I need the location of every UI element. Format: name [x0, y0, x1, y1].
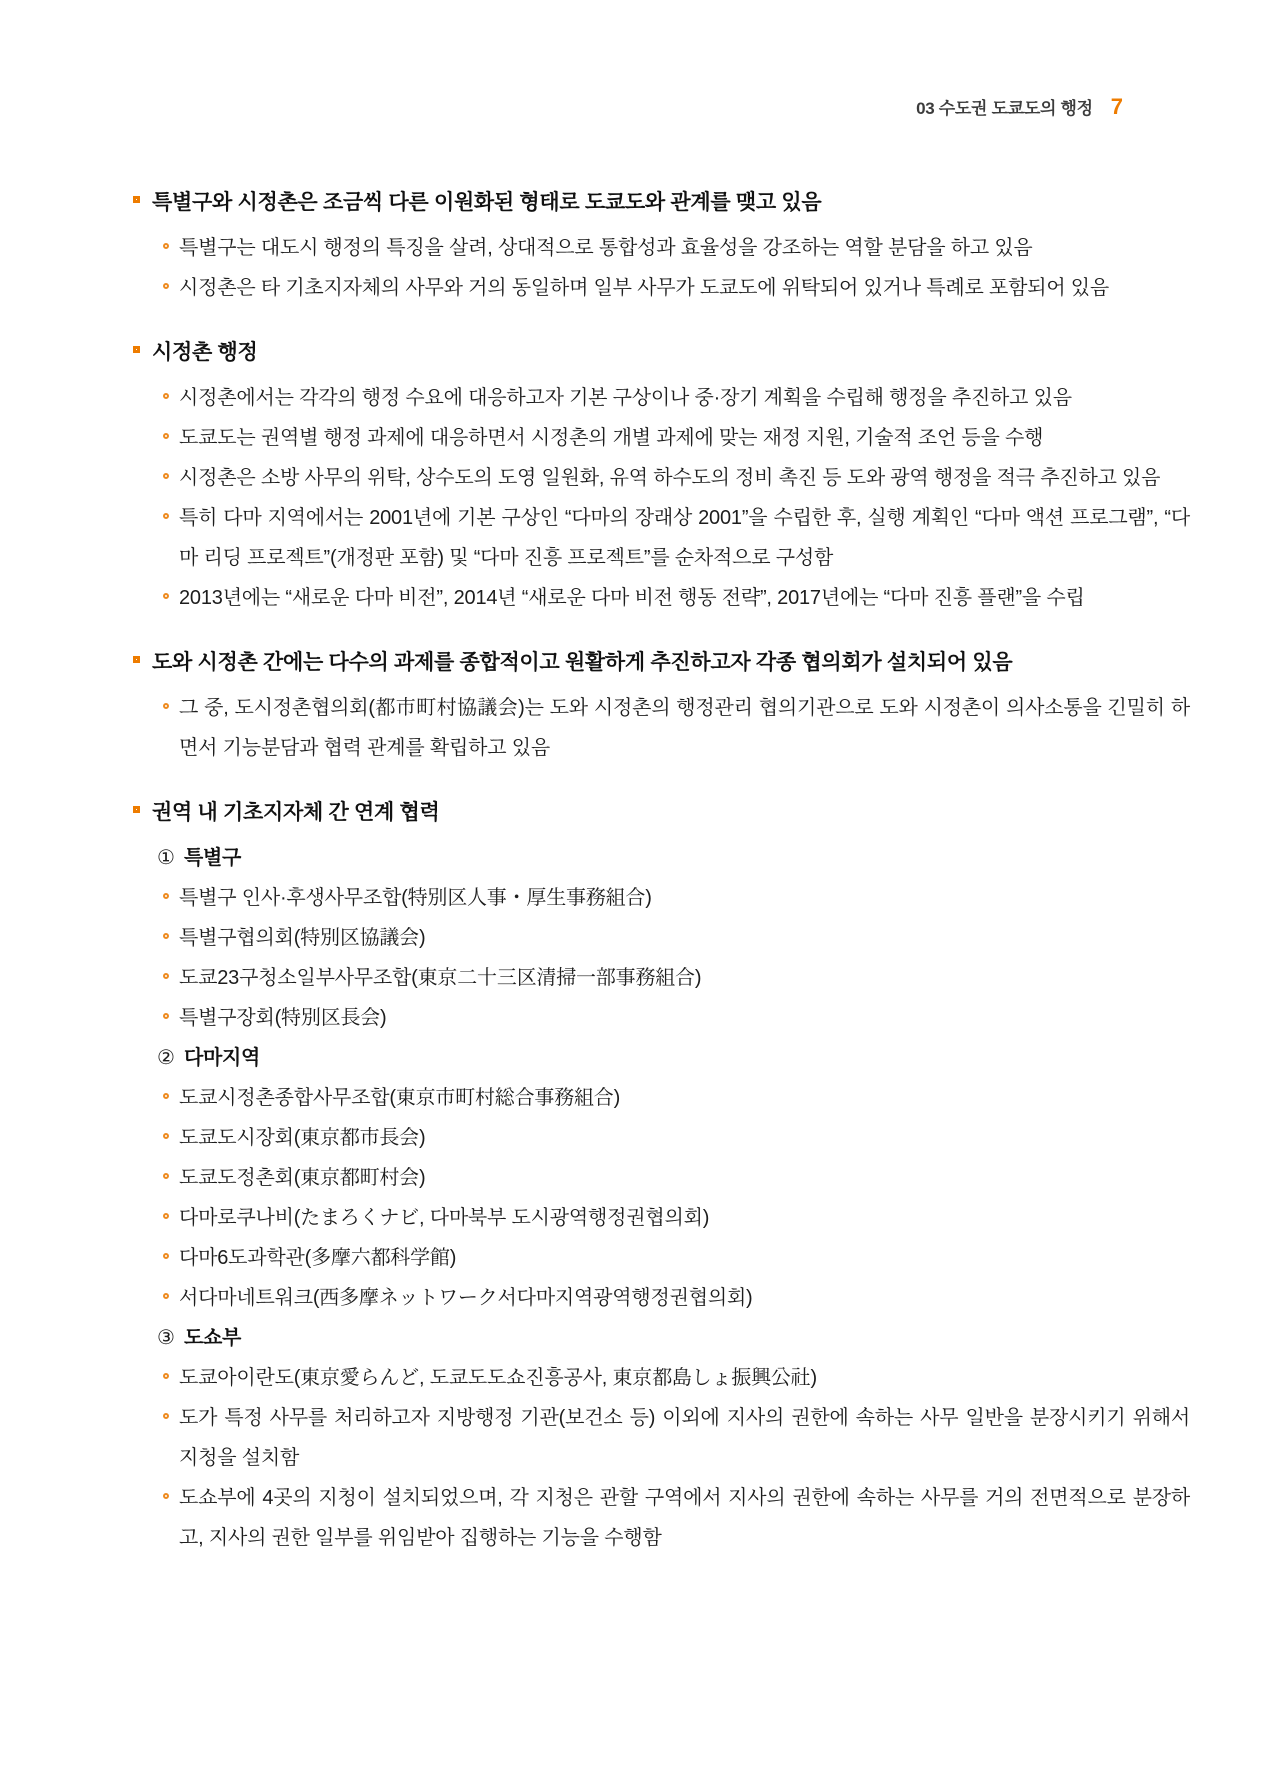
section-heading — [133, 188, 1190, 218]
list-item — [133, 1358, 1190, 1398]
circle-bullet-icon — [163, 1173, 169, 1179]
page-number: 7 — [1110, 94, 1123, 119]
circle-bullet-icon — [163, 1253, 169, 1259]
circle-bullet-icon — [163, 1133, 169, 1139]
list-item — [133, 1198, 1190, 1238]
section-heading-text: 권역 내 기초지자체 간 연계 협력 — [152, 801, 440, 824]
list-item-text: 도쿄시정촌종합사무조합(東京市町村総合事務組合) — [179, 1087, 621, 1109]
list-item-text: 도쿄아이란도(東京愛らんど, 도쿄도도쇼진흥공사, 東京都島しょ振興公社) — [179, 1367, 817, 1389]
document-content — [133, 188, 1190, 1558]
section-heading-text: 특별구와 시정촌은 조금씩 다른 이원화된 형태로 도쿄도와 관계를 맺고 있음 — [152, 191, 822, 214]
list-item — [133, 1158, 1190, 1198]
list-item — [133, 958, 1190, 998]
list-item — [133, 578, 1190, 618]
list-item — [133, 1238, 1190, 1278]
list-item — [133, 268, 1190, 308]
circle-bullet-icon — [163, 513, 169, 519]
list-item-text: 다마로쿠나비(たまろくナビ, 다마북부 도시광역행정권협의회) — [179, 1207, 710, 1229]
list-item — [133, 458, 1190, 498]
list-item-text: 도가 특정 사무를 처리하고자 지방행정 기관(보건소 등) 이외에 지사의 권한에 속하는 사무 일반을 분장시키기 위해서 지청을 설치함 — [179, 1407, 1190, 1469]
list-item — [133, 418, 1190, 458]
section-heading — [133, 648, 1190, 678]
list-item-text: 특별구는 대도시 행정의 특징을 살려, 상대적으로 통합성과 효율성을 강조하는 역할 분담을 하고 있음 — [179, 237, 1033, 259]
circle-bullet-icon — [163, 243, 169, 249]
circle-bullet-icon — [163, 433, 169, 439]
list-item — [133, 918, 1190, 958]
circle-bullet-icon — [163, 473, 169, 479]
list-item — [133, 228, 1190, 268]
group-label-special-wards — [133, 838, 1190, 878]
page-header — [916, 94, 1123, 120]
circle-bullet-icon — [163, 1013, 169, 1019]
circled-number-icon: ③ — [157, 1327, 175, 1349]
list-item-text: 도쿄23구청소일부사무조합(東京二十三区清掃一部事務組合) — [179, 967, 702, 989]
circle-bullet-icon — [163, 1413, 169, 1419]
list-item-text: 특별구 인사·후생사무조합(特別区人事・厚生事務組合) — [179, 887, 652, 909]
square-bullet-icon — [133, 346, 140, 353]
list-item — [133, 1398, 1190, 1478]
square-bullet-icon — [133, 656, 140, 663]
section-heading — [133, 338, 1190, 368]
list-item-text: 그 중, 도시정촌협의회(都市町村協議会)는 도와 시정촌의 행정관리 협의기관으로 도와 시정촌이 의사소통을 긴밀히 하면서 기능분담과 협력 관계를 확립하고 있음 — [179, 697, 1190, 759]
group-title: 다마지역 — [183, 1047, 261, 1069]
circled-number-icon: ① — [157, 847, 175, 869]
group-title: 특별구 — [183, 847, 241, 869]
list-item-text: 서다마네트워크(西多摩ネットワーク서다마지역광역행정권협의회) — [179, 1287, 753, 1309]
list-item-text: 도쿄도정촌회(東京都町村会) — [179, 1167, 426, 1189]
circled-number-icon: ② — [157, 1047, 175, 1069]
group-label-tosho-area — [133, 1318, 1190, 1358]
circle-bullet-icon — [163, 1293, 169, 1299]
section-heading-text: 시정촌 행정 — [152, 341, 258, 364]
list-item-text: 도쿄도는 권역별 행정 과제에 대응하면서 시정촌의 개별 과제에 맞는 재정 지원, 기술적 조언 등을 수행 — [179, 427, 1044, 449]
section-heading — [133, 798, 1190, 828]
list-item-text: 특별구장회(特別区長会) — [179, 1007, 387, 1029]
circle-bullet-icon — [163, 1373, 169, 1379]
circle-bullet-icon — [163, 1213, 169, 1219]
list-item-text: 특별구협의회(特別区協議会) — [179, 927, 426, 949]
list-item-text: 시정촌에서는 각각의 행정 수요에 대응하고자 기본 구상이나 중·장기 계획을 수립해 행정을 추진하고 있음 — [179, 387, 1072, 409]
list-item-text: 2013년에는 “새로운 다마 비전”, 2014년 “새로운 다마 비전 행동 전략”, 2017년에는 “다마 진흥 플랜”을 수립 — [179, 587, 1085, 609]
header-title: 03 수도권 도쿄도의 행정 — [916, 99, 1093, 118]
circle-bullet-icon — [163, 1093, 169, 1099]
list-item — [133, 878, 1190, 918]
list-item — [133, 1478, 1190, 1558]
section-heading-text: 도와 시정촌 간에는 다수의 과제를 종합적이고 원활하게 추진하고자 각종 협의회가 설치되어 있음 — [152, 651, 1013, 674]
list-item — [133, 1118, 1190, 1158]
circle-bullet-icon — [163, 933, 169, 939]
square-bullet-icon — [133, 196, 140, 203]
list-item-text: 다마6도과학관(多摩六都科学館) — [179, 1247, 457, 1269]
circle-bullet-icon — [163, 393, 169, 399]
section-regional-cooperation — [133, 798, 1190, 1558]
circle-bullet-icon — [163, 973, 169, 979]
square-bullet-icon — [133, 806, 140, 813]
list-item — [133, 688, 1190, 768]
list-item-text: 특히 다마 지역에서는 2001년에 기본 구상인 “다마의 장래상 2001”을 수립한 후, 실행 계획인 “다마 액션 프로그램”, “다마 리딩 프로젝트”(개정판 포함) 및 “다마 진흥 프로젝트”를 순차적으로 구성함 — [179, 507, 1190, 569]
list-item-text: 도쿄도시장회(東京都市長会) — [179, 1127, 426, 1149]
circle-bullet-icon — [163, 593, 169, 599]
list-item — [133, 998, 1190, 1038]
circle-bullet-icon — [163, 283, 169, 289]
section-councils — [133, 648, 1190, 768]
circle-bullet-icon — [163, 893, 169, 899]
group-label-tama-area — [133, 1038, 1190, 1078]
list-item-text: 시정촌은 소방 사무의 위탁, 상수도의 도영 일원화, 유역 하수도의 정비 촉진 등 도와 광역 행정을 적극 추진하고 있음 — [179, 467, 1161, 489]
list-item — [133, 1278, 1190, 1318]
list-item — [133, 498, 1190, 578]
circle-bullet-icon — [163, 703, 169, 709]
section-municipal-administration — [133, 338, 1190, 618]
list-item-text: 도쇼부에 4곳의 지청이 설치되었으며, 각 지청은 관할 구역에서 지사의 권한에 속하는 사무를 거의 전면적으로 분장하고, 지사의 권한 일부를 위임받아 집행하는 기능을 수행함 — [179, 1487, 1190, 1549]
section-dual-relationship — [133, 188, 1190, 308]
list-item — [133, 1078, 1190, 1118]
list-item — [133, 378, 1190, 418]
circle-bullet-icon — [163, 1493, 169, 1499]
list-item-text: 시정촌은 타 기초지자체의 사무와 거의 동일하며 일부 사무가 도쿄도에 위탁되어 있거나 특례로 포함되어 있음 — [179, 277, 1110, 299]
group-title: 도쇼부 — [183, 1327, 241, 1349]
